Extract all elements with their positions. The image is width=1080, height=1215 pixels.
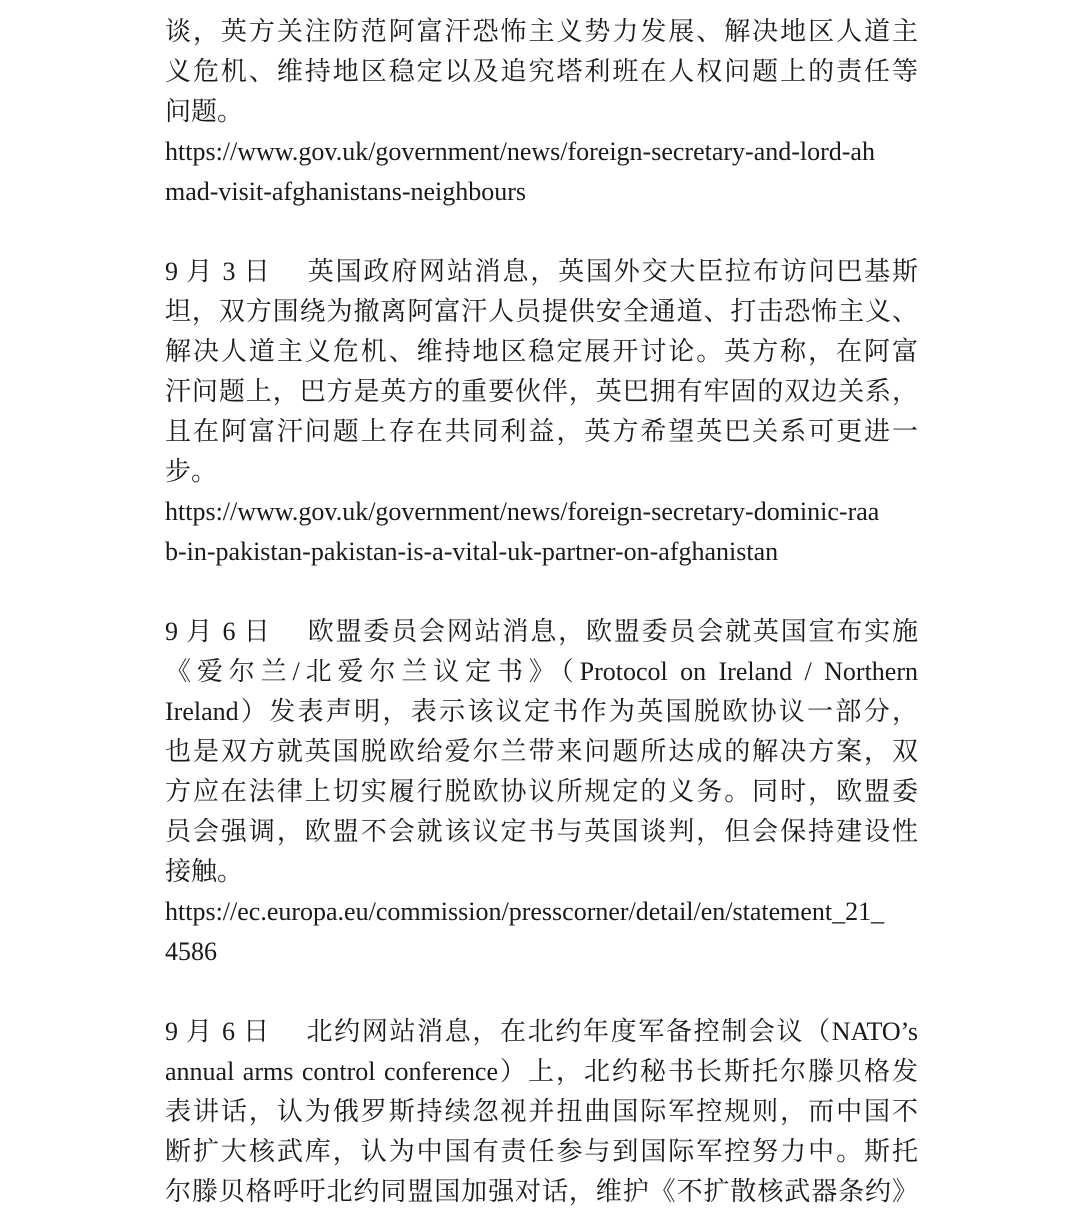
paragraph-spacer <box>165 972 918 1012</box>
source-link[interactable]: https://www.gov.uk/government/news/foreign-secretary-dominic-raa <box>165 497 880 526</box>
entry-sep3-pakistan <box>165 252 918 572</box>
text-line: 9 月 3 日 英国政府网站消息，英国外交大臣拉布访问巴基斯 <box>165 257 918 286</box>
entry-sep6-nato <box>165 1012 918 1212</box>
text-line: 也是双方就英国脱欧给爱尔兰带来问题所达成的解决方案，双 <box>165 737 918 766</box>
text-line: 9 月 6 日 北约网站消息，在北约年度军备控制会议（NATO’s <box>165 1017 918 1046</box>
text-line: 问题。 <box>165 97 244 126</box>
text-line: 员会强调，欧盟不会就该议定书与英国谈判，但会保持建设性 <box>165 817 918 846</box>
text-line: 《爱尔兰/北爱尔兰议定书》（Protocol on Ireland / Northern <box>165 657 918 686</box>
text-line: 断扩大核武库，认为中国有责任参与到国际军控努力中。斯托 <box>165 1137 918 1166</box>
source-link[interactable]: https://ec.europa.eu/commission/presscorner/detail/en/statement_21_ <box>165 897 885 926</box>
entry-afghanistan-neighbours <box>165 12 918 212</box>
text-line: 步。 <box>165 457 218 486</box>
text-line: 9 月 6 日 欧盟委员会网站消息，欧盟委员会就英国宣布实施 <box>165 617 918 646</box>
text-line: 汗问题上，巴方是英方的重要伙伴，英巴拥有牢固的双边关系， <box>165 377 918 406</box>
text-line: 表讲话，认为俄罗斯持续忽视并扭曲国际军控规则，而中国不 <box>165 1097 918 1126</box>
text-line: 尔滕贝格呼吁北约同盟国加强对话，维护《不扩散核武器条约》 <box>165 1177 918 1206</box>
document-body <box>165 12 918 1212</box>
entry-sep6-eu-protocol <box>165 612 918 972</box>
text-line: 方应在法律上切实履行脱欧协议所规定的义务。同时，欧盟委 <box>165 777 918 806</box>
source-link[interactable]: mad-visit-afghanistans-neighbours <box>165 177 527 206</box>
text-line: 义危机、维持地区稳定以及追究塔利班在人权问题上的责任等 <box>165 57 918 86</box>
text-line: 且在阿富汗问题上存在共同利益，英方希望英巴关系可更进一 <box>165 417 918 446</box>
paragraph-spacer <box>165 212 918 252</box>
text-line: 解决人道主义危机、维持地区稳定展开讨论。英方称，在阿富 <box>165 337 918 366</box>
text-line: Ireland）发表声明，表示该议定书作为英国脱欧协议一部分， <box>165 697 918 726</box>
source-link[interactable]: b-in-pakistan-pakistan-is-a-vital-uk-partner-on-afghanistan <box>165 537 779 566</box>
text-line: 谈，英方关注防范阿富汗恐怖主义势力发展、解决地区人道主 <box>165 17 918 46</box>
text-line: 接触。 <box>165 857 244 886</box>
text-line: 坦，双方围绕为撤离阿富汗人员提供安全通道、打击恐怖主义、 <box>165 297 918 326</box>
paragraph-spacer <box>165 572 918 612</box>
text-line: annual arms control conference）上，北约秘书长斯托尔滕贝格发 <box>165 1057 918 1086</box>
source-link[interactable]: 4586 <box>165 937 217 966</box>
source-link[interactable]: https://www.gov.uk/government/news/foreign-secretary-and-lord-ah <box>165 137 875 166</box>
